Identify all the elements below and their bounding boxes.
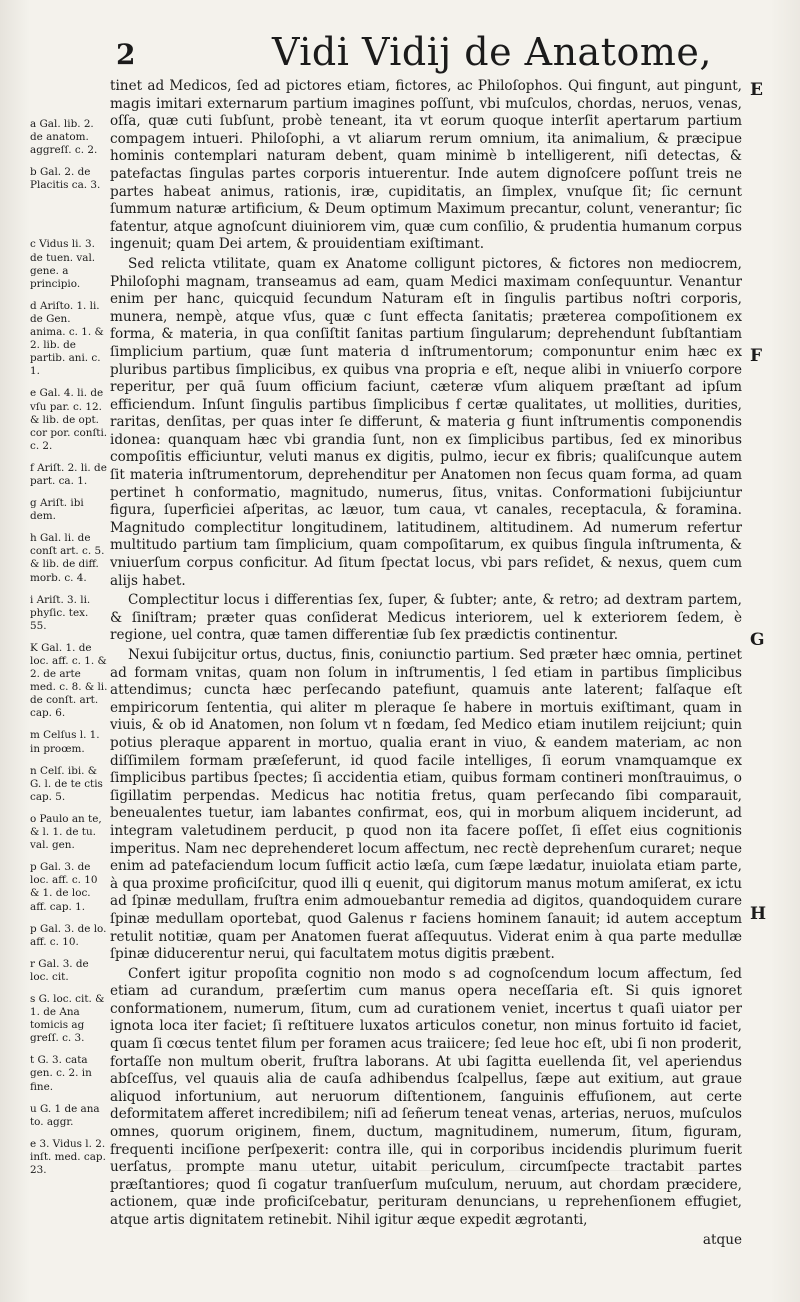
margin-note: g Ariſt. ibi dem. bbox=[30, 497, 84, 523]
section-letter-g: G bbox=[750, 630, 765, 650]
margin-note: b Gal. 2. de Placitis ca. 3. bbox=[30, 166, 101, 192]
margin-note: u G. 1 de ana to. aggr. bbox=[30, 1102, 100, 1128]
margin-note: o Paulo an te, & l. 1. de tu. val. gen. bbox=[30, 812, 102, 852]
margin-note: r Gal. 3. de loc. cit. bbox=[30, 957, 89, 983]
margin-note: i Ariſt. 3. li. phyſic. tex. 55. bbox=[30, 593, 91, 632]
section-letter-f: F bbox=[750, 346, 763, 366]
margin-notes bbox=[30, 118, 108, 1186]
margin-note: p Gal. 3. de loc. aff. c. 10 & 1. de loc. aff. cap. 1. bbox=[30, 861, 98, 913]
margin-note: m Celſus l. 1. in proœm. bbox=[30, 729, 100, 755]
margin-note: d Ariſto. 1. li. de Gen. anima. c. 1. & 2. lib. de partib. ani. c. 1. bbox=[30, 299, 104, 378]
section-letter-h: H bbox=[750, 904, 767, 924]
catchword: atque bbox=[702, 1231, 742, 1248]
margin-note: c Vidus li. 3. de tuen. val. gene. a principio. bbox=[30, 238, 96, 290]
margin-note: e 3. Vidus l. 2. inſt. med. cap. 23. bbox=[30, 1137, 106, 1176]
margin-note: s G. loc. cit. & 1. de Ana tomicis ag greſſ. c. 3. bbox=[30, 992, 105, 1045]
paragraph: Nexui ſubijcitur ortus, ductus, finis, coniunctio partium. Sed præter hæc omnia, pertinet ad formam vnitas, quam non ſolum in inſtrumentis, l ſed etiam in partibus ſimplicibus attendimus; cuncta hæc perſecando patefiunt, quamuis ante laterent; falſaque eſt empiricorum ſententia, qui aliter m pleraque ſe habere in mortuis exiſtimant, quam in viuis, & ob id Anatomen, non ſolum vt n fœdam, ſed Medico etiam inutilem reijciunt; quin potius pleraque apparent in mortuo, qualia erant in viuo, & eandem materiam, ac non diſſimilem formam præſeferunt, id quod facile intelliges, ſi eorum vnamquamque ex ſimplicibus partibus ſpectes; ſi accidentia etiam, quibus formam contineri monſtrauimus, o ſigillatim perpendas. Medicus hac notitia fretus, quam perſecando ſibi comparauit, beneualentes tuetur, iam labantes confirmat, eos, qui in morbum aliquem inciderunt, ad integram valetudinem perducit, p quod non ita facere poſſet, ſi eſſet eius cognitionis imperitus. Nam nec deprehenderet locum affectum, nec rectè deprehenſum curaret; neque enim ad patefaciendum locum ſufficit actio læſa, cum ſæpe lædatur, inuiolata etiam parte, à qua proxime proficiſcitur, quod illi q euenit, qui digitorum manus motum amiſerat, ex ictu ad ſpinæ medullam, fruſtra enim admouebantur remedia ad digitos, quandoquidem curare ſpinæ medullam oportebat, quod Galenus r faciens hominem ſanauit; id autem acceptum retulit notitiæ, quam per Anatomen fuerat aſſequutus. Viderat enim à qua parte medullæ ſpinæ diducerentur nerui, qui facultatem motus digitis præbent. bbox=[110, 647, 742, 963]
paragraph: Sed relicta vtilitate, quam ex Anatome colligunt pictores, & fictores non mediocrem, Philoſophi magnam, transeamus ad eam, quam Medici maximam conſequuntur. Venantur enim per hanc, quicquid ſecundum Naturam eſt in ſingulis partibus noſtri corporis, munera, nempè, atque vſus, quæ c ſunt effecta ſanitatis; præterea compoſitionem ex forma, & materia, in qua conſiſtit ſanitas partium ſingularum; deprehendunt ſubſtantiam ſimplicium partium, quæ ſunt materia d inſtrumentorum; componuntur enim hæc ex pluribus partibus ſimplicibus, ex quibus vna propria e eſt, neque alibi in vniuerſo corpore reperitur, per quā ſuum officium faciunt, cæteræ vſum aliquem præſtant ad ipſum efficiendum. Inſunt ſingulis partibus ſimplicibus f certæ qualitates, ut mollities, durities, raritas, denſitas, per quas inter ſe differunt, & materia g fiunt inſtrumentis componendis idonea: quanquam hæc vbi grandia ſunt, non ex ſimplicibus partibus, ſed ex minoribus compoſitis efficiuntur, veluti manus ex digitis, pulmo, iecur ex fibris; qualiſcunque autem ſit materia inſtrumentorum, deprehenditur per Anatomen non ſecus quam forma, ad quam pertinet h conformatio, magnitudo, numerus, ſitus, vnitas. Conformationi ſubijciuntur figura, ſuperficiei aſperitas, ac læuor, tum caua, vt canales, receptacula, & foramina. Magnitudo complectitur longitudinem, latitudinem, altitudinem. Ad numerum refertur multitudo partium tam ſimplicium, quam compoſitarum, ex quibus ſingula inſtrumenta, & vniuerſum corpus conficitur. Ad ſitum ſpectat locus, vbi pars reſidet, & nexus, quem cum alijs habet. bbox=[110, 255, 742, 589]
paragraph: Confert igitur propoſita cognitio non modo s ad cognoſcendum locum affectum, ſed etiam ad curandum, præſertim cum manus opera neceſſaria eſt. Si quis ignoret conformationem, numerum, ſitum, cum ad curationem veniet, incertus t quaſi uiator per ignota loca iter faciet; ſi reſtituere luxatos articulos conetur, non minus fortuito id faciet, quam ſi cœcus tentet filum per foramen acus traiicere; ſed leue hoc eſt, ubi ſi non proderit, fortaſſe non multum oberit, fruſtra laborans. At ubi ſagitta euellenda ſit, vel aperiendus abſceſſus, vel quauis alia de cauſa adhibendus ſcalpellus, ſæpe aut exitium, aut graue aliquod infortunium, aut neruorum diſtentionem, ſanguinis effuſionem, aut certe deformitatem afferet incredibilem; niſi ad ſeñerum teneat venas, arterias, neruos, muſculos omnes, quorum originem, finem, ductum, magnitudinem, numerum, ſitum, figuram, frequenti inciſione perſpexerit: contra ille, qui in corporibus incidendis plurimum fuerit uerſatus, prompte manu utetur, uitabit periculum, circumſpecte tractabit partes præſtantiores; quod ſi cogatur tranſuerſum muſculum, neruum, aut chordam præcidere, actionem, quæ inde proficiſcebatur, perituram denuncians, u reprehenſionem effugiet, atque artis dignitatem retinebit. Nihil igitur æque expedit ægrotanti, bbox=[110, 965, 742, 1228]
bleed-through bbox=[120, 1170, 740, 1191]
margin-note: h Gal. li. de conſt art. c. 5. & lib. de diff. morb. c. 4. bbox=[30, 532, 105, 584]
margin-note: p Gal. 3. de lo. aff. c. 10. bbox=[30, 922, 107, 948]
running-title: Vidi Vidij de Anatome, bbox=[272, 30, 712, 74]
margin-note: n Celſ. ibi. & G. l. de te ctis cap. 5. bbox=[30, 764, 103, 803]
margin-note: e Gal. 4. li. de vſu par. c. 12. & lib. de opt. cor por. conſti. c. 2. bbox=[30, 387, 108, 452]
margin-note: K Gal. 1. de loc. aff. c. 1. & 2. de arte med. c. 8. & li. de conſt. art. cap. 6. bbox=[30, 641, 108, 720]
margin-note: f Ariſt. 2. li. de part. ca. 1. bbox=[30, 461, 107, 487]
paragraph: tinet ad Medicos, ſed ad pictores etiam, fictores, ac Philoſophos. Qui fingunt, aut pingunt, magis imitari externarum partium imagines poſſunt, vbi muſculos, chordas, neruos, venas, oſſa, quæ cuti ſubſunt, probè teneant, ita vt eorum quoque interſit apertarum partium compagem intueri. Philoſophi, a vt aliarum rerum omnium, ita animalium, & præcipue hominis contemplari naturam debent, quam minimè b intelligerent, niſi detectas, & patefactas ſingulas partes corporis intuerentur. Inde autem dignoſcere poſſunt treis ne partes habeat animus, rationis, iræ, cupiditatis, an ſimplex, vnuſque ſit; ſic cernunt ſummum naturæ artificium, & Deum optimum Maximum precantur, colunt, venerantur; ſic fatentur, atque agnoſcunt diuiniorem vim, quæ cum conſilio, & prudentia humanum corpus ingenuit; quam Dei artem, & prouidentiam exiſtimant. bbox=[110, 78, 742, 253]
margin-note: t G. 3. cata gen. c. 2. in fine. bbox=[30, 1054, 92, 1093]
margin-note: a Gal. lib. 2. de anatom. aggreſſ. c. 2. bbox=[30, 118, 98, 157]
section-letter-e: E bbox=[750, 80, 763, 100]
paragraph: Complectitur locus i differentias ſex, ſuper, & ſubter; ante, & retro; ad dextram partem, & ſiniſtram; præter quas conſiderat Medicus interiorem, uel k exteriorem ſedem, è regione, uel contra, quæ tamen differentiæ ſub ſex prædictis continentur. bbox=[110, 592, 742, 644]
body-text bbox=[110, 78, 742, 1251]
page-number: 2 bbox=[116, 38, 136, 71]
